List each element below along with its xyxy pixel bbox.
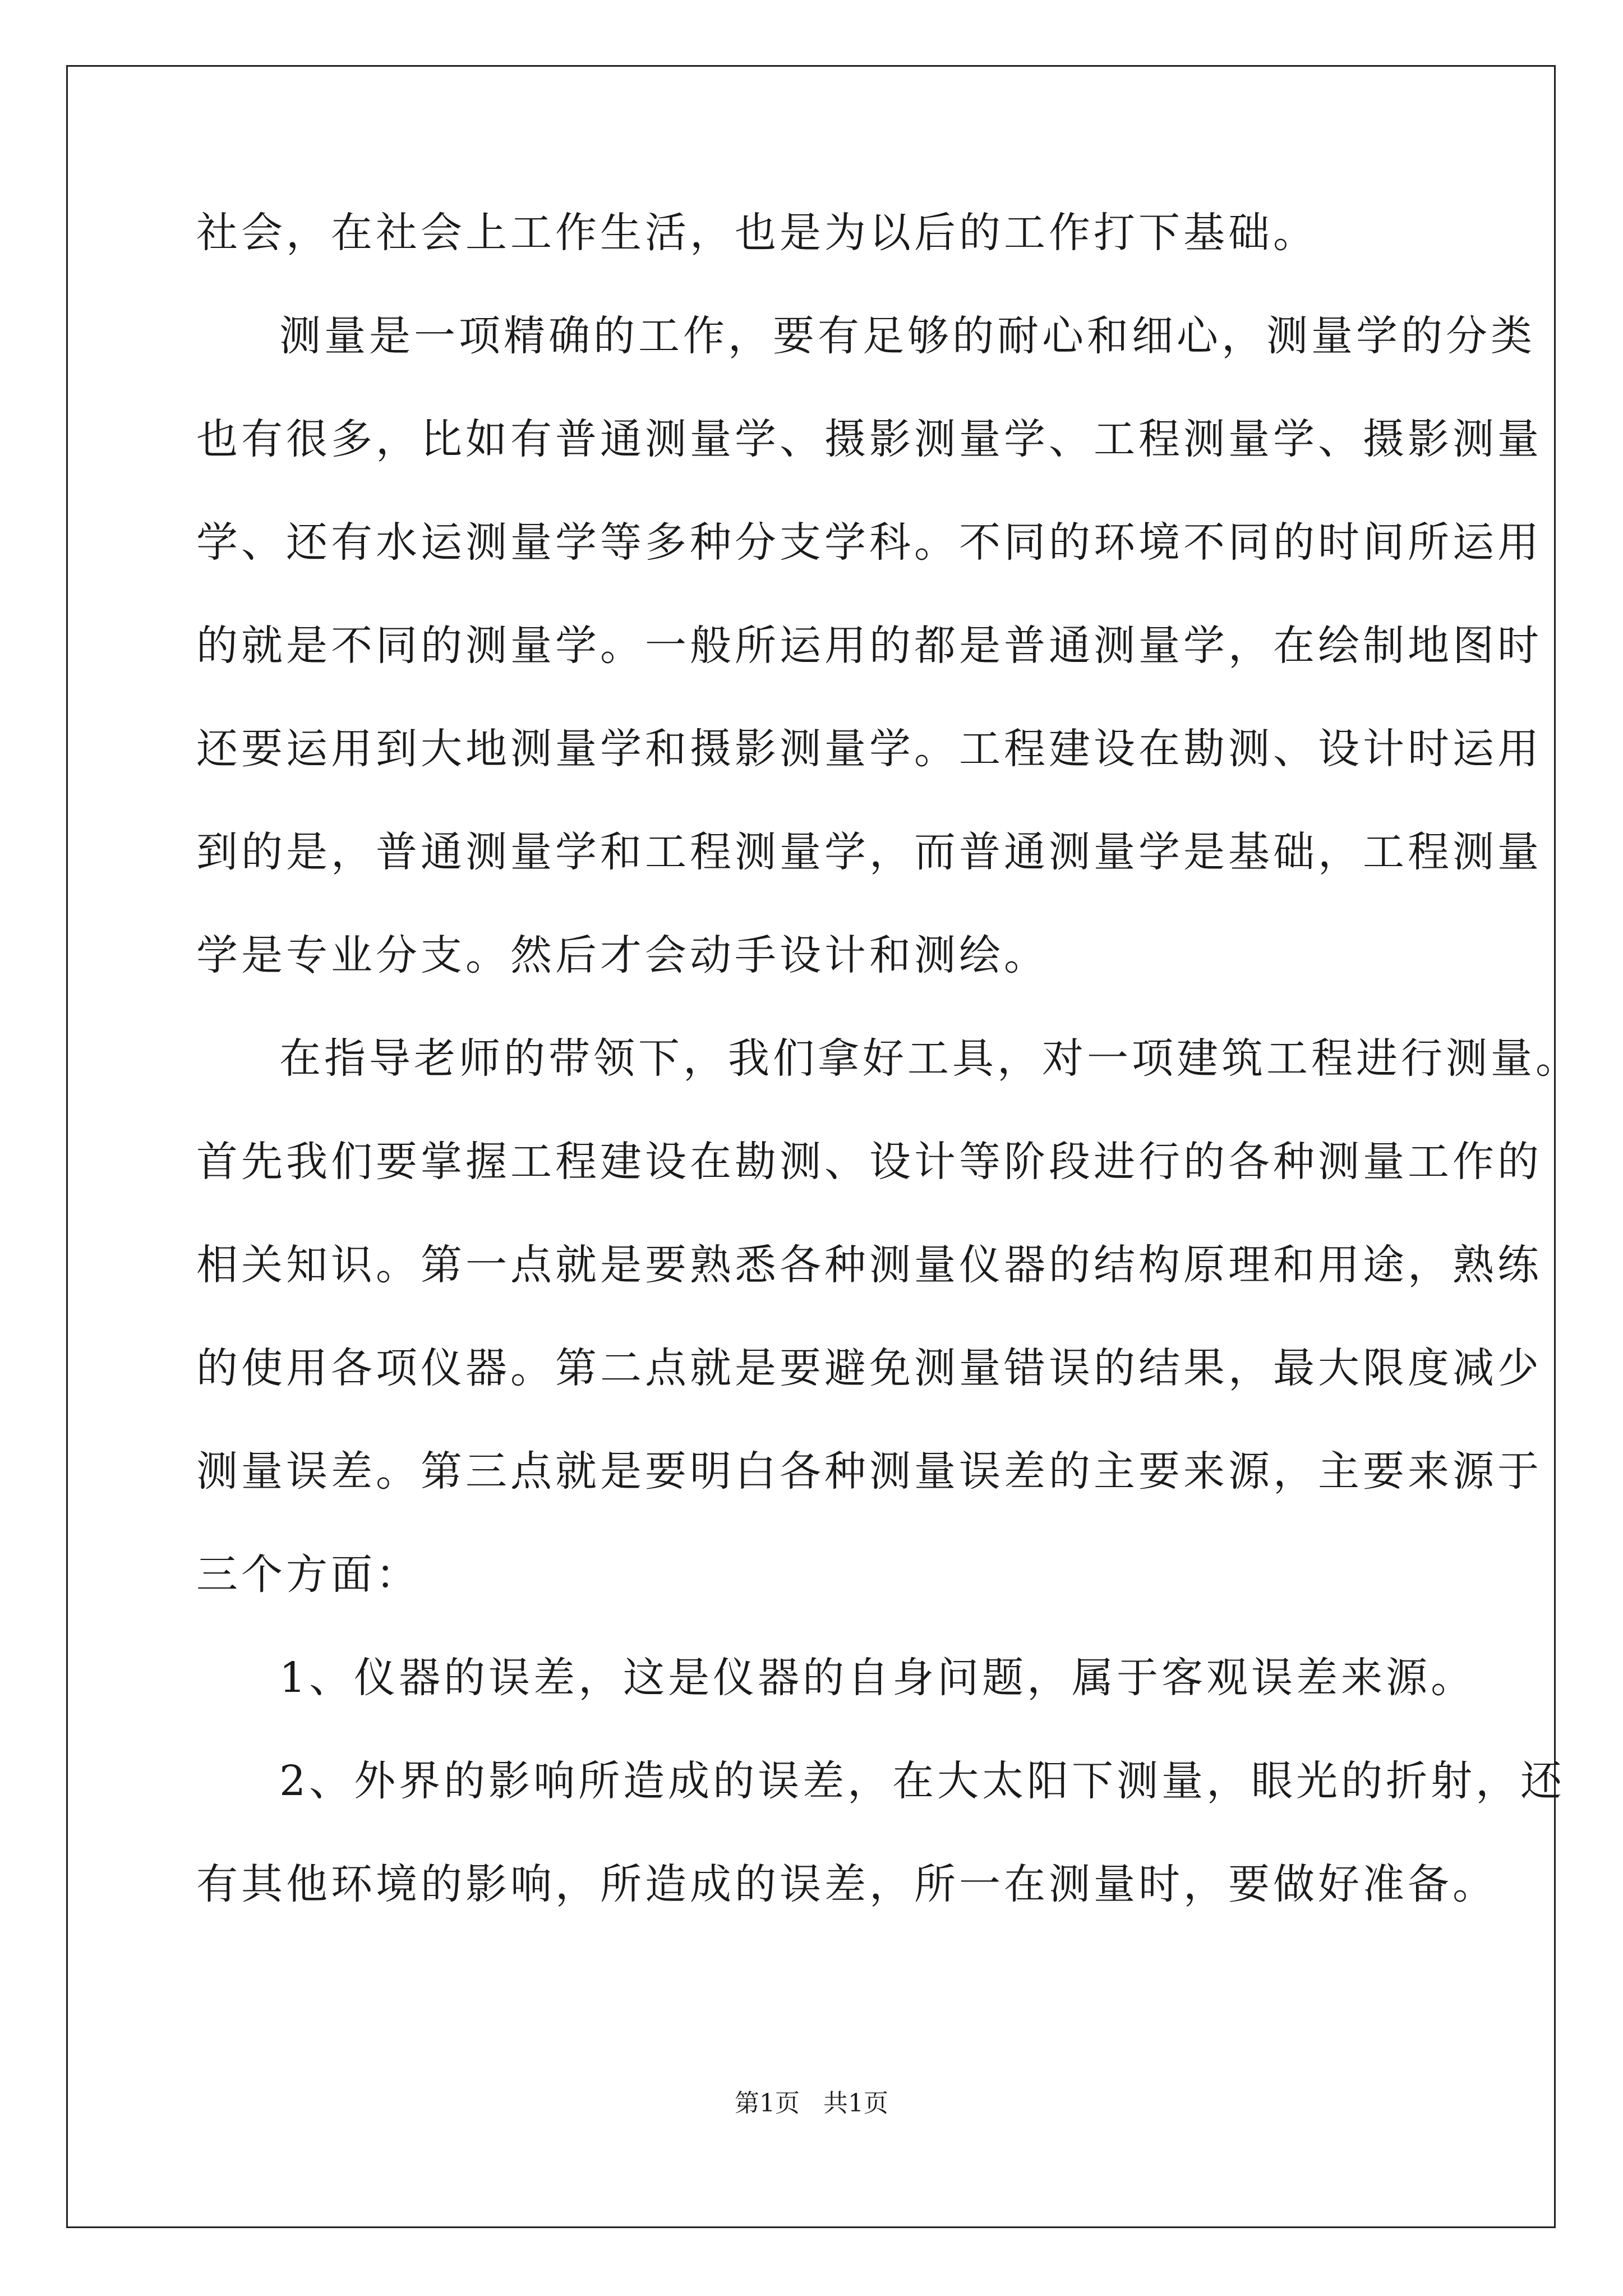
text-line: 还要运用到大地测量学和摄影测量学。工程建设在勘测、设计时运用	[196, 725, 1542, 773]
text-line: 首先我们要掌握工程建设在勘测、设计等阶段进行的各种测量工作的	[196, 1138, 1542, 1186]
list-item-1: 1、仪器的误差，这是仪器的自身问题，属于客观误差来源。	[279, 1654, 1476, 1702]
text-line: 到的是，普通测量学和工程测量学，而普通测量学是基础，工程测量	[196, 828, 1542, 876]
text-line: 也有很多，比如有普通测量学、摄影测量学、工程测量学、摄影测量	[196, 415, 1542, 463]
list-item-2: 2、外界的影响所造成的误差，在大太阳下测量，眼光的折射，还	[279, 1757, 1566, 1805]
text-line: 的就是不同的测量学。一般所运用的都是普通测量学，在绘制地图时	[196, 622, 1542, 670]
text-line: 相关知识。第一点就是要熟悉各种测量仪器的结构原理和用途，熟练	[196, 1241, 1542, 1289]
page-number-footer: 第1页 共1页	[735, 2089, 888, 2118]
text-line: 社会，在社会上工作生活，也是为以后的工作打下基础。	[196, 209, 1318, 257]
text-line: 的使用各项仪器。第二点就是要避免测量错误的结果，最大限度减少	[196, 1344, 1542, 1392]
text-line: 三个方面：	[196, 1550, 421, 1599]
text-line: 有其他环境的影响，所造成的误差，所一在测量时，要做好准备。	[196, 1860, 1497, 1908]
text-line: 学、还有水运测量学等多种分支学科。不同的环境不同的时间所运用	[196, 518, 1542, 567]
paragraph-start-line: 在指导老师的带领下，我们拿好工具，对一项建筑工程进行测量。	[279, 1034, 1580, 1083]
text-line: 测量误差。第三点就是要明白各种测量误差的主要来源，主要来源于	[196, 1447, 1542, 1496]
paragraph-start-line: 测量是一项精确的工作，要有足够的耐心和细心，测量学的分类	[279, 312, 1536, 360]
text-line: 学是专业分支。然后才会动手设计和测绘。	[196, 931, 1049, 979]
